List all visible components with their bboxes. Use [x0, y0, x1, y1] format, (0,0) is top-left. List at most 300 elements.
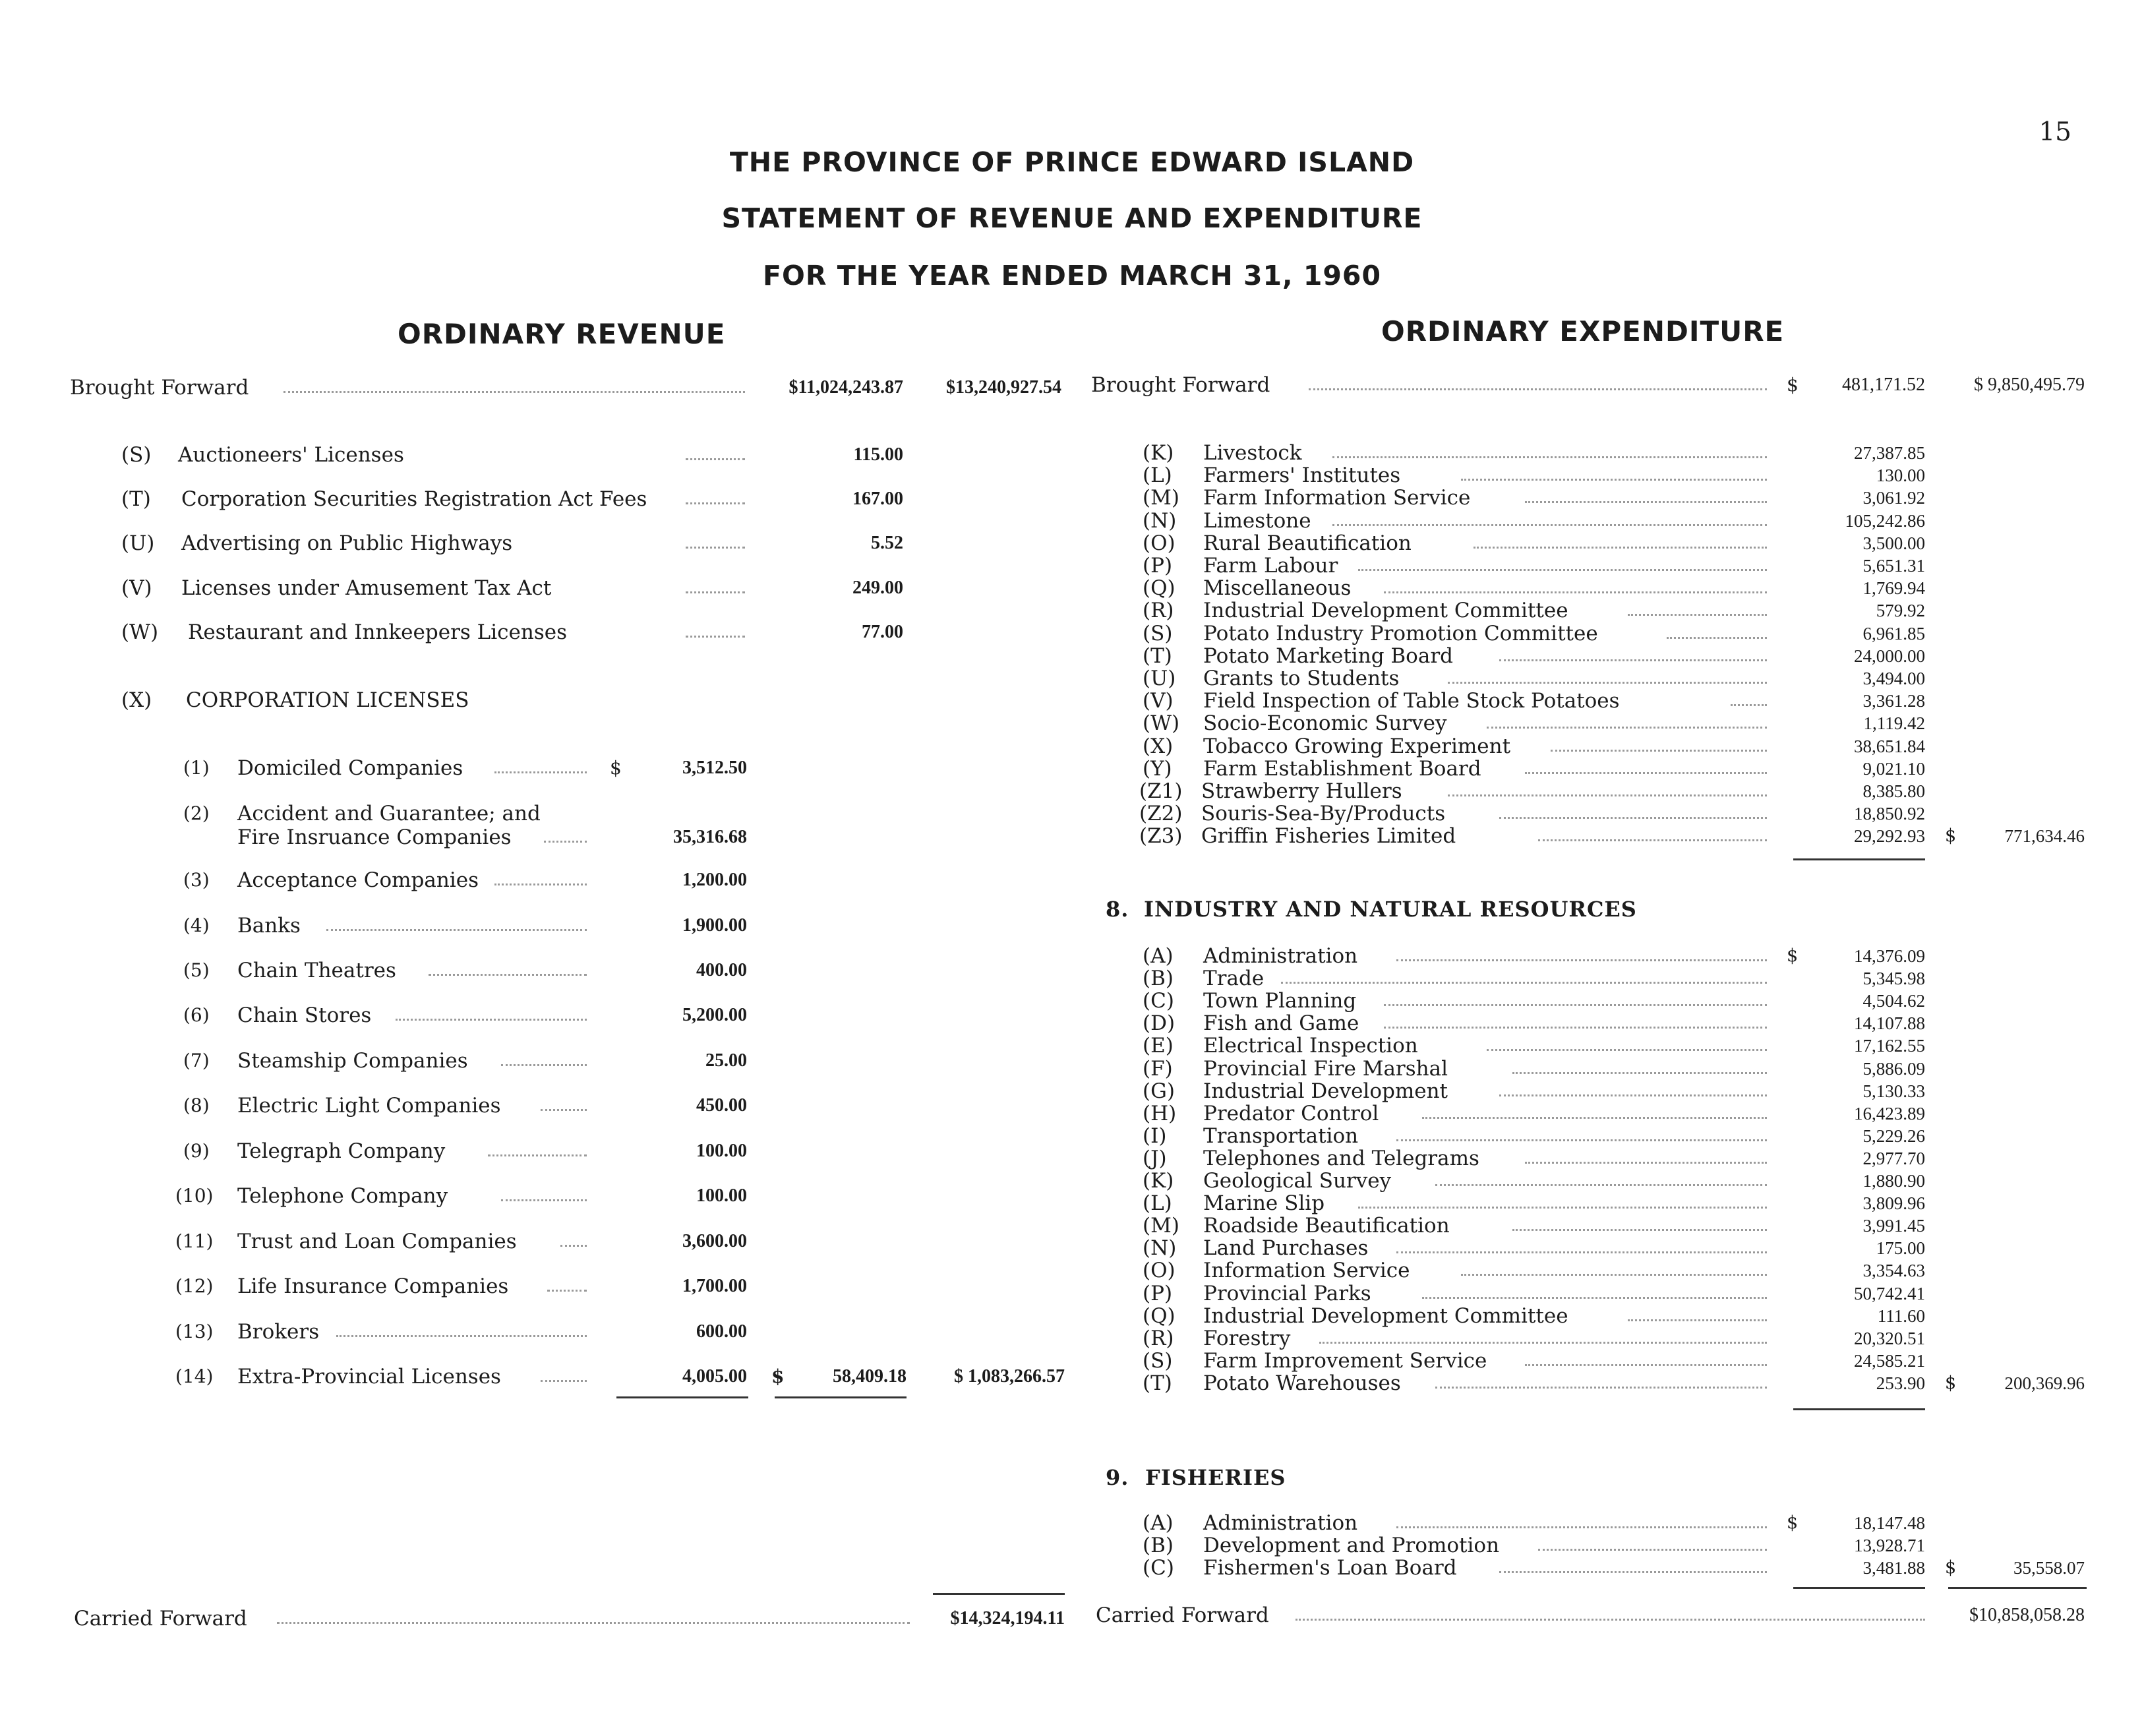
dot-leader [1667, 637, 1767, 639]
dot-leader [1435, 1184, 1767, 1186]
item-code: (Z1) [1139, 779, 1183, 803]
item-code: (5) [183, 959, 210, 981]
item-code: (M) [1143, 1214, 1179, 1238]
item-code: (12) [175, 1275, 214, 1297]
item-label: Licenses under Amusement Tax Act [181, 576, 552, 600]
fisheries-heading: FISHERIES [1145, 1465, 1286, 1490]
expenditure-item-row [0, 532, 2144, 554]
dot-leader [1358, 569, 1767, 571]
item-code: (D) [1143, 1011, 1176, 1036]
dot-leader [1422, 1117, 1767, 1119]
item-code: (L) [1143, 464, 1172, 488]
item-label: Field Inspection of Table Stock Potatoes [1203, 689, 1620, 713]
item-label: Fish and Game [1203, 1011, 1359, 1036]
item-label: Acceptance Companies [237, 868, 479, 892]
expenditure-item-row [0, 1147, 2144, 1170]
carried-forward-label: Carried Forward [74, 1607, 247, 1631]
item-label: Steamship Companies [237, 1049, 468, 1073]
item-label: Industrial Development Committee [1203, 1303, 1568, 1328]
item-amount: 18,147.48 [1854, 1513, 1925, 1533]
item-amount: 100.00 [696, 1185, 747, 1206]
item-code: (7) [183, 1050, 210, 1071]
item-label: Brokers [237, 1320, 320, 1344]
item-label: Tobacco Growing Experiment [1203, 734, 1511, 758]
dot-leader [1295, 1619, 1925, 1621]
item-code: (Z2) [1139, 802, 1183, 826]
item-label: Limestone [1203, 508, 1311, 533]
item-label: Restaurant and Innkeepers Licenses [188, 620, 567, 644]
item-label: Telephones and Telegrams [1203, 1146, 1479, 1170]
industry-number: 8. [1106, 897, 1129, 922]
item-amount: 29,292.93 [1854, 826, 1925, 847]
expenditure-item-row [0, 667, 2144, 690]
item-code: (Y) [1143, 756, 1172, 781]
item-amount: 111.60 [1877, 1305, 1925, 1326]
carried-forward-label: Carried Forward [1096, 1603, 1269, 1627]
expenditure-heading: ORDINARY EXPENDITURE [1381, 315, 1785, 347]
dot-leader [1487, 1049, 1767, 1051]
item-amount: 600.00 [696, 1321, 747, 1342]
item-label: Grants to Students [1203, 667, 1400, 690]
expenditure-item-row [0, 1058, 2144, 1080]
item-label: Town Planning [1203, 989, 1357, 1013]
item-amount: 16,423.89 [1854, 1103, 1925, 1123]
item-code: (8) [183, 1094, 210, 1116]
item-code: (F) [1143, 1056, 1173, 1081]
item-label: Administration [1203, 1511, 1358, 1535]
item-label: Telephone Company [237, 1184, 448, 1208]
dot-leader [1525, 1364, 1767, 1366]
item-amount: 5.52 [871, 533, 903, 553]
item-amount: 13,928.71 [1854, 1536, 1925, 1556]
expenditure-item-row [0, 1192, 2144, 1214]
item-amount: 1,119.42 [1863, 713, 1925, 734]
brought-forward-amount-2: $13,240,927.54 [946, 377, 1061, 398]
dot-leader [1384, 1004, 1767, 1006]
dot-leader [1319, 1342, 1767, 1344]
item-amount: 1,900.00 [682, 915, 747, 936]
item-amount: 77.00 [862, 622, 903, 642]
expenditure-brought-forward [0, 371, 2144, 400]
dot-leader [1499, 1094, 1767, 1096]
item-code: (W) [1143, 711, 1180, 736]
item-label: Provincial Parks [1203, 1281, 1371, 1305]
dot-leader [1538, 1549, 1767, 1551]
item-code: (U) [1143, 667, 1176, 690]
item-code: (M) [1143, 486, 1179, 510]
industry-heading: INDUSTRY AND NATURAL RESOURCES [1144, 897, 1637, 922]
dot-leader [1396, 1139, 1767, 1141]
item-amount: 3,500.00 [1862, 533, 1925, 553]
item-label: Miscellaneous [1203, 576, 1352, 601]
dot-leader [1538, 839, 1767, 841]
column-rule [1793, 1587, 1925, 1589]
expenditure-item-row [0, 967, 2144, 990]
expenditure-item-row [0, 1350, 2144, 1372]
item-amount: 579.92 [1876, 601, 1925, 621]
item-code: (U) [121, 531, 155, 555]
expenditure-item-row [0, 1034, 2144, 1057]
item-amount: 20,320.51 [1854, 1328, 1925, 1348]
expenditure-item-row [0, 1259, 2144, 1282]
item-code: (S) [121, 443, 152, 467]
item-label: Electrical Inspection [1203, 1034, 1418, 1058]
dot-leader [1396, 959, 1767, 961]
dot-leader [1731, 704, 1767, 706]
item-label: Socio-Economic Survey [1203, 711, 1447, 736]
item-code: (C) [1143, 989, 1174, 1013]
expenditure-item-row [0, 1237, 2144, 1259]
item-label-line-2: Fire Insruance Companies [237, 825, 512, 849]
item-amount: 3,354.63 [1862, 1261, 1925, 1281]
expenditure-item-row [0, 1214, 2144, 1237]
item-amount: 1,200.00 [682, 870, 747, 890]
item-code: (I) [1143, 1123, 1167, 1148]
dot-leader [1332, 456, 1767, 458]
dot-leader [1512, 1229, 1767, 1231]
item-label: Corporation Securities Registration Act Fees [181, 487, 647, 511]
item-amount: 14,376.09 [1854, 946, 1925, 966]
item-code: (C) [1143, 1556, 1174, 1580]
title-line-3: FOR THE YEAR ENDED MARCH 31, 1960 [762, 260, 1381, 291]
expenditure-item-row [0, 802, 2144, 825]
item-amount: 9,021.10 [1862, 758, 1925, 779]
dot-leader [1384, 591, 1767, 593]
brought-forward-amount-2: $ 9,850,495.79 [1974, 374, 2085, 395]
item-code: (X) [1143, 734, 1174, 758]
item-amount: 50,742.41 [1854, 1283, 1925, 1303]
dot-leader [1448, 794, 1767, 796]
expenditure-item-row [0, 645, 2144, 667]
dot-leader [1525, 772, 1767, 774]
item-code: (Z3) [1139, 824, 1183, 849]
item-label: Accident and Guarantee; and [237, 802, 541, 825]
item-amount: 5,345.98 [1862, 969, 1925, 989]
item-code: (N) [1143, 1236, 1177, 1261]
item-amount: 8,385.80 [1862, 781, 1925, 801]
item-code: (S) [1143, 1348, 1173, 1373]
expenditure-item-row [0, 1327, 2144, 1350]
expenditure-item-row [0, 1557, 2144, 1579]
dot-leader [1499, 1571, 1767, 1573]
item-label: Farm Information Service [1203, 486, 1471, 510]
item-label: Fishermen's Loan Board [1203, 1556, 1457, 1580]
dot-leader [1461, 1274, 1767, 1276]
section-total: 35,558.07 [2013, 1558, 2085, 1578]
item-code: (O) [1143, 531, 1176, 555]
item-amount: 130.00 [1876, 465, 1925, 486]
dot-leader [494, 883, 587, 885]
item-code: (B) [1143, 967, 1174, 991]
expenditure-item-row [0, 690, 2144, 712]
item-label: Potato Marketing Board [1203, 644, 1453, 668]
item-code: (K) [1143, 441, 1174, 465]
item-label: Auctioneers' Licenses [178, 443, 404, 467]
dot-leader [1551, 750, 1767, 752]
expenditure-item-row [0, 735, 2144, 758]
item-amount: 2,977.70 [1862, 1148, 1925, 1168]
item-code: (14) [175, 1365, 214, 1387]
section-total: 771,634.46 [2004, 826, 2085, 847]
dot-leader [1422, 1297, 1767, 1299]
item-amount: 18,850.92 [1854, 804, 1925, 824]
item-label: Predator Control [1203, 1101, 1379, 1125]
column-rule [1793, 858, 1925, 860]
expenditure-item-row [0, 1102, 2144, 1125]
section-total: 200,369.96 [2004, 1373, 2085, 1393]
column-rule [775, 1396, 907, 1398]
item-label: Chain Theatres [237, 959, 396, 982]
item-code: (O) [1143, 1259, 1176, 1283]
item-label: Life Insurance Companies [237, 1274, 509, 1298]
item-amount: 6,961.85 [1862, 623, 1925, 644]
item-code: (2) [183, 802, 210, 824]
item-label: Souris-Sea-By/Products [1201, 802, 1446, 826]
dollar-sign: $ [1787, 1512, 1799, 1533]
item-code: (T) [1143, 644, 1172, 668]
expenditure-item-row [0, 825, 2144, 847]
item-code: (A) [1143, 944, 1174, 968]
item-label: Roadside Beautification [1203, 1214, 1450, 1238]
item-amount: 3,361.28 [1862, 691, 1925, 711]
item-label: Farm Improvement Service [1203, 1348, 1487, 1373]
item-code: (3) [183, 869, 210, 891]
item-label: CORPORATION LICENSES [186, 688, 469, 712]
expenditure-item-row [0, 1012, 2144, 1034]
expenditure-item-row [0, 990, 2144, 1012]
item-amount: 5,229.26 [1862, 1125, 1925, 1146]
item-amount: 24,585.21 [1854, 1350, 1925, 1371]
revenue-heading: ORDINARY REVENUE [398, 318, 726, 350]
item-amount: 3,600.00 [682, 1231, 747, 1251]
item-amount: 3,991.45 [1862, 1216, 1925, 1236]
carried-forward-amount: $10,858,058.28 [1969, 1605, 2085, 1625]
item-label: Potato Industry Promotion Committee [1203, 621, 1598, 645]
item-code: (E) [1143, 1034, 1174, 1058]
item-amount: 115.00 [853, 444, 903, 465]
item-label: Administration [1203, 944, 1358, 968]
expenditure-item-row [0, 945, 2144, 967]
expenditure-item-row [0, 577, 2144, 599]
expenditure-item-row [0, 464, 2144, 487]
expenditure-item-row [0, 1534, 2144, 1557]
dot-leader [1628, 614, 1767, 616]
item-label: Forestry [1203, 1326, 1291, 1350]
item-label: Trust and Loan Companies [237, 1230, 517, 1253]
title-line-1: THE PROVINCE OF PRINCE EDWARD ISLAND [729, 146, 1415, 178]
item-code: (R) [1143, 1326, 1174, 1350]
item-code: (V) [1143, 689, 1174, 713]
expenditure-item-row [0, 1305, 2144, 1327]
item-label: Information Service [1203, 1259, 1410, 1283]
dollar-sign: $ [1945, 825, 1957, 847]
item-amount: 3,494.00 [1862, 669, 1925, 688]
dot-leader [1525, 501, 1767, 503]
corporation-license-row [0, 866, 1068, 895]
item-amount: 1,700.00 [682, 1276, 747, 1296]
item-code: (6) [183, 1004, 210, 1026]
item-code: (A) [1143, 1511, 1174, 1535]
item-amount: 5,651.31 [1862, 556, 1925, 576]
dot-leader [1435, 1387, 1767, 1389]
item-amount: 100.00 [696, 1141, 747, 1161]
brought-forward-label: Brought Forward [1091, 373, 1270, 397]
item-label: Telegraph Company [237, 1139, 446, 1163]
item-amount: 175.00 [1876, 1238, 1925, 1259]
item-label: Strawberry Hullers [1201, 779, 1402, 803]
item-amount: 24,000.00 [1854, 645, 1925, 666]
item-code: (V) [121, 576, 152, 600]
item-label: Industrial Development Committee [1203, 599, 1568, 623]
item-code: (Q) [1143, 576, 1176, 601]
column-rule [1948, 1587, 2087, 1589]
dollar-sign: $ [1787, 374, 1799, 396]
carried-forward-amount: $14,324,194.11 [950, 1608, 1065, 1629]
item-code: (4) [183, 914, 210, 936]
dollar-sign: $ [1945, 1372, 1957, 1393]
item-code: (X) [121, 688, 152, 712]
expenditure-item-row [0, 712, 2144, 734]
item-amount: 4,005.00 [682, 1366, 747, 1387]
item-code: (11) [175, 1230, 214, 1252]
dot-leader [1396, 1251, 1767, 1253]
item-label: Rural Beautification [1203, 531, 1412, 555]
column-rule [933, 1593, 1065, 1595]
dot-leader [1512, 1072, 1767, 1074]
item-amount: 5,200.00 [682, 1005, 747, 1025]
expenditure-item-row [0, 554, 2144, 577]
corporation-subtotal: 58,409.18 [833, 1366, 907, 1387]
expenditure-item-row [0, 758, 2144, 780]
item-amount: 3,512.50 [682, 758, 747, 778]
expenditure-item-row [0, 510, 2144, 532]
dot-leader [1461, 479, 1767, 481]
item-label: Transportation [1203, 1123, 1359, 1148]
item-amount: 4,504.62 [1862, 991, 1925, 1011]
item-label: Provincial Fire Marshal [1203, 1056, 1448, 1081]
item-amount: 1,880.90 [1862, 1171, 1925, 1191]
item-amount: 3,809.96 [1862, 1193, 1925, 1214]
item-label: Potato Warehouses [1203, 1371, 1401, 1395]
item-code: (K) [1143, 1169, 1174, 1193]
item-code: (L) [1143, 1191, 1172, 1216]
item-amount: 27,387.85 [1854, 443, 1925, 463]
item-amount: 5,886.09 [1862, 1058, 1925, 1079]
title-line-2: STATEMENT OF REVENUE AND EXPENDITURE [721, 202, 1423, 234]
item-amount: 3,481.88 [1862, 1558, 1925, 1578]
dot-leader [326, 929, 587, 931]
item-label: Farm Labour [1203, 554, 1338, 578]
corporation-license-row [0, 911, 1068, 940]
item-label: Domiciled Companies [237, 756, 463, 780]
dot-leader [1499, 659, 1767, 661]
item-amount: 249.00 [852, 578, 903, 598]
expenditure-item-row [0, 622, 2144, 645]
item-code: (1) [183, 757, 210, 779]
item-label: Griffin Fisheries Limited [1201, 824, 1456, 849]
expenditure-item-row [0, 442, 2144, 464]
expenditure-item-row [0, 1170, 2144, 1192]
dollar-sign: $ [1945, 1557, 1957, 1578]
dot-leader [1525, 1162, 1767, 1164]
brought-forward-amount-1: 481,171.52 [1842, 374, 1925, 395]
item-amount: 167.00 [852, 489, 903, 509]
item-code: (S) [1143, 621, 1173, 645]
item-amount: 25.00 [705, 1050, 747, 1071]
item-code: (T) [1143, 1371, 1172, 1395]
item-label: Advertising on Public Highways [181, 531, 513, 555]
expenditure-item-row [0, 1125, 2144, 1147]
expenditure-item-row [0, 1512, 2144, 1534]
item-amount: 38,651.84 [1854, 736, 1925, 756]
item-label: Farm Establishment Board [1203, 756, 1481, 781]
fisheries-number: 9. [1106, 1465, 1129, 1490]
item-label: Geological Survey [1203, 1169, 1392, 1193]
dot-leader [1628, 1319, 1767, 1321]
item-code: (N) [1143, 508, 1177, 533]
item-code: (H) [1143, 1101, 1177, 1125]
brought-forward-label: Brought Forward [70, 376, 249, 400]
item-code: (J) [1143, 1146, 1167, 1170]
item-label: Electric Light Companies [237, 1094, 501, 1118]
item-label: Marine Slip [1203, 1191, 1325, 1216]
item-code: (G) [1143, 1079, 1175, 1103]
item-code: (P) [1143, 1281, 1173, 1305]
item-code: (B) [1143, 1534, 1174, 1558]
dollar-sign: $ [771, 1365, 785, 1387]
item-code: (Q) [1143, 1303, 1176, 1328]
column-rule [616, 1396, 748, 1398]
dot-leader [1281, 982, 1767, 984]
item-code: (T) [121, 487, 151, 511]
item-label: Development and Promotion [1203, 1534, 1500, 1558]
item-amount: 5,130.33 [1862, 1081, 1925, 1101]
item-amount: 17,162.55 [1854, 1036, 1925, 1056]
column-rule [1793, 1408, 1925, 1410]
item-code: (9) [183, 1140, 210, 1162]
revenue-section-total: $ 1,083,266.57 [954, 1366, 1065, 1387]
dot-leader [1448, 682, 1767, 684]
item-label: Chain Stores [237, 1003, 372, 1027]
item-amount: 400.00 [696, 960, 747, 980]
expenditure-item-row [0, 780, 2144, 802]
dollar-sign: $ [1787, 945, 1799, 966]
dot-leader [1358, 1207, 1767, 1209]
dot-leader [1309, 388, 1767, 390]
item-amount: 1,769.94 [1862, 578, 1925, 599]
item-code: (10) [175, 1185, 214, 1207]
item-label: Banks [237, 914, 301, 938]
item-amount: 3,061.92 [1862, 488, 1925, 508]
item-label: Trade [1203, 967, 1265, 991]
dot-leader [1474, 547, 1767, 549]
dot-leader [1332, 524, 1767, 526]
brought-forward-amount-1: $11,024,243.87 [789, 377, 903, 398]
item-label: Extra-Provincial Licenses [237, 1365, 501, 1389]
dot-leader [1499, 817, 1767, 819]
expenditure-item-row [0, 1372, 2144, 1394]
dot-leader [1487, 727, 1767, 729]
expenditure-item-row [0, 599, 2144, 622]
dollar-sign: $ [610, 757, 622, 779]
item-label: Livestock [1203, 441, 1302, 465]
item-label: Industrial Development [1203, 1079, 1448, 1103]
item-code: (13) [175, 1321, 214, 1342]
item-amount: 14,107.88 [1854, 1013, 1925, 1034]
item-amount: 35,316.68 [673, 827, 747, 847]
page-number: 15 [2039, 117, 2071, 147]
dot-leader [1396, 1526, 1767, 1528]
